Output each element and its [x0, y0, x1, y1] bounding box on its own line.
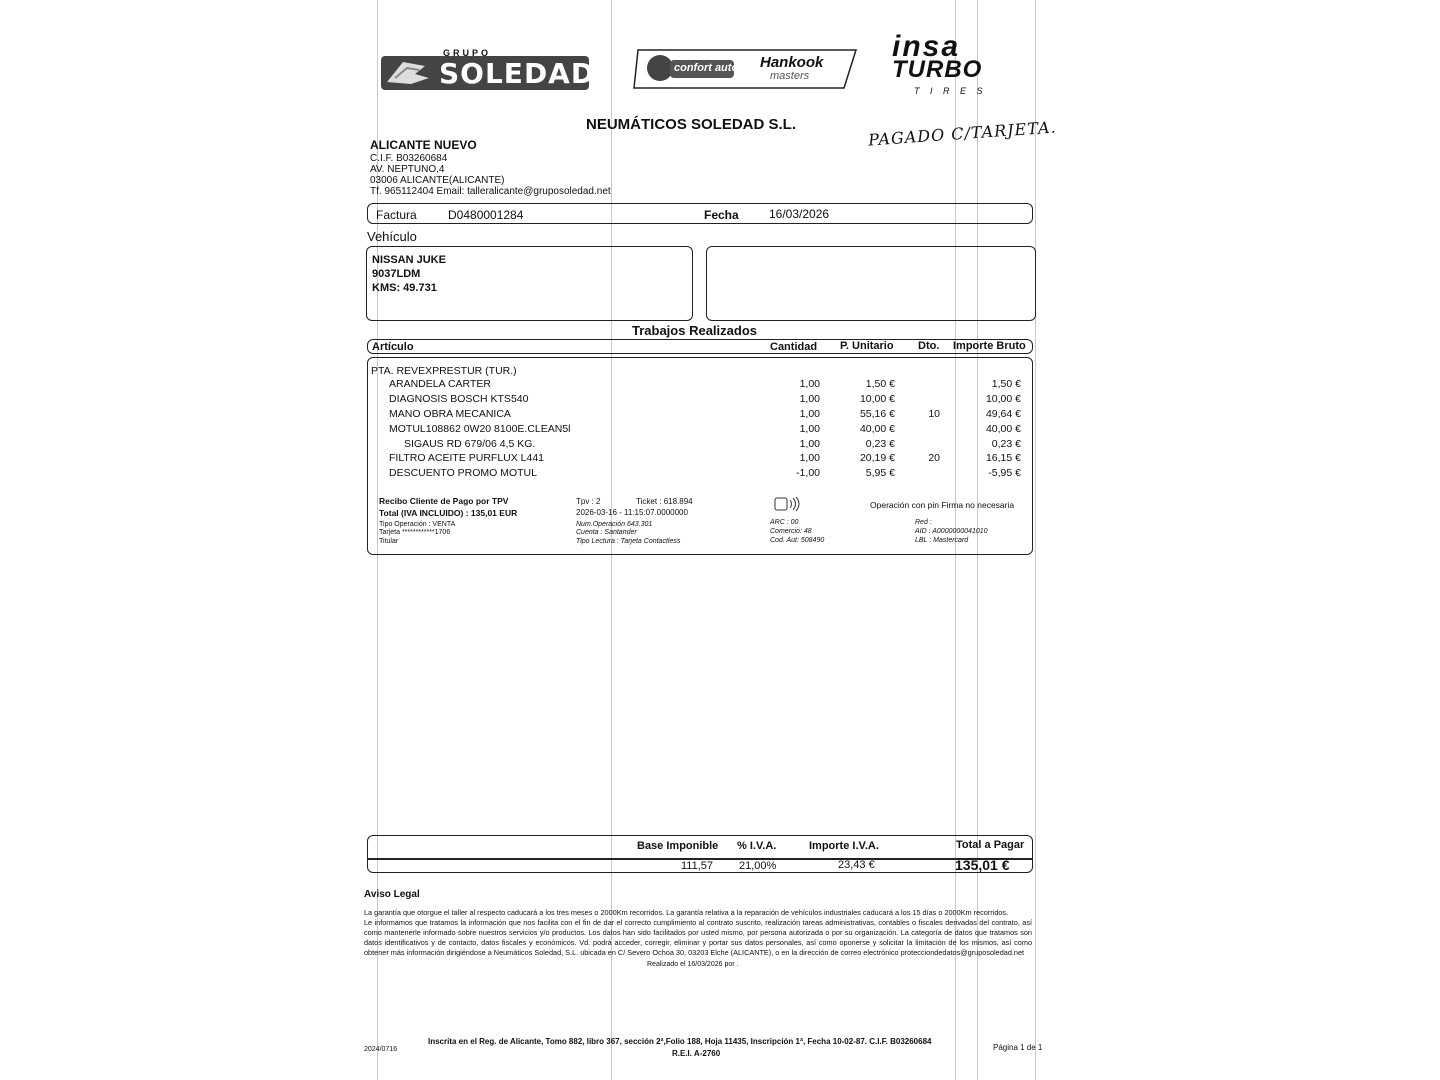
- item-qty: 1,00: [799, 378, 820, 390]
- item-unit: 0,23 €: [865, 438, 895, 450]
- item-total: 16,15 €: [985, 452, 1021, 464]
- table-row: [0, 423, 1440, 438]
- item-total: 10,00 €: [985, 393, 1021, 405]
- confort-hankook-logo: [630, 46, 860, 92]
- total-label: Total a Pagar: [956, 839, 1025, 851]
- branch-address: AV. NEPTUNO,4: [370, 164, 445, 175]
- item-desc: SIGAUS RD 679/06 4,5 KG.: [404, 438, 536, 450]
- insa-turbo-logo: [888, 30, 1018, 100]
- receipt-titular: Titular: [379, 538, 399, 545]
- receipt-comercio: Comercio: 48: [770, 528, 812, 535]
- item-total: 49,64 €: [985, 408, 1021, 420]
- fecha-value: 16/03/2026: [769, 207, 830, 221]
- header-articulo: Artículo: [372, 341, 414, 353]
- receipt-arc: ARC : 00: [770, 519, 799, 526]
- hankook-masters-label: masters: [770, 70, 810, 82]
- item-desc: FILTRO ACEITE PURFLUX L441: [389, 452, 545, 464]
- receipt-aid: AID : A0000000041010: [915, 528, 988, 535]
- item-qty: 1,00: [799, 393, 820, 405]
- item-total: 1,50 €: [991, 378, 1021, 390]
- receipt-ticket: Ticket : 618.894: [636, 497, 693, 506]
- item-desc: DIAGNOSIS BOSCH KTS540: [389, 393, 529, 405]
- item-desc: DESCUENTO PROMO MOTUL: [389, 467, 537, 479]
- footer-page: Página 1 de 1: [993, 1043, 1043, 1052]
- hankook-label: Hankook: [760, 54, 824, 71]
- item-unit: 1,50 €: [865, 378, 895, 390]
- item-qty: 1,00: [799, 423, 820, 435]
- receipt-datetime: 2026-03-16 - 11:15:07.0000000: [576, 508, 688, 517]
- item-dto: 10: [928, 408, 940, 420]
- handwritten-note: PAGADO C/TARJETA.: [867, 117, 1058, 150]
- item-qty: 1,00: [799, 452, 820, 464]
- item-desc: MANO OBRA MECANICA: [389, 408, 511, 420]
- branch-city: 03006 ALICANTE(ALICANTE): [370, 175, 505, 186]
- base-value: 111,57: [681, 860, 714, 872]
- works-group: PTA. REVEXPRESTUR (TUR.): [371, 365, 517, 377]
- header-unitario: P. Unitario: [840, 340, 894, 352]
- legal-text: [364, 908, 1032, 958]
- item-unit: 5,95 €: [865, 467, 895, 479]
- realizado-text: Realizado el 16/03/2026 por .: [647, 961, 739, 968]
- confort-label: confort auto: [674, 62, 739, 74]
- receipt-tipo-op: Tipo Operación : VENTA: [379, 521, 456, 528]
- factura-number: D0480001284: [448, 208, 524, 222]
- receipt-red: Red :: [915, 519, 932, 526]
- receipt-title: Recibo Cliente de Pago por TPV: [379, 496, 509, 506]
- receipt-lectura: Tipo Lectura : Tarjeta Contactless: [576, 538, 681, 545]
- footer-rei: R.E.I. A-2760: [672, 1049, 721, 1058]
- receipt-total: Total (IVA INCLUIDO) : 135,01 EUR: [379, 508, 518, 518]
- footer-code: 2024/0716: [364, 1046, 398, 1053]
- header-cantidad: Cantidad: [770, 341, 818, 353]
- branch-name: ALICANTE NUEVO: [370, 138, 477, 152]
- item-qty: -1,00: [796, 467, 820, 479]
- total-value: 135,01 €: [955, 857, 1010, 873]
- receipt-num-op: Num.Operación 643.301: [576, 521, 653, 528]
- receipt-operacion-pin: Operación con pin Firma no necesaria: [870, 500, 1015, 510]
- item-desc: MOTUL108862 0W20 8100E.CLEAN5l: [389, 423, 571, 435]
- table-row: [0, 393, 1440, 408]
- vehicle-model: NISSAN JUKE: [372, 254, 446, 266]
- vehicle-kms: KMS: 49.731: [372, 282, 437, 294]
- item-unit: 40,00 €: [859, 423, 895, 435]
- vehicle-plate: 9037LDM: [372, 268, 421, 280]
- table-row: [0, 452, 1440, 467]
- table-row: [0, 408, 1440, 423]
- legal-paragraph-privacy: Le informamos que tratamos la información que nos facilita con el fin de dar el correcto cumplimiento al contrato suscrito, realización tareas administrativas, contables o fiscales derivadas del contrato, así como mantenerle informado sobre nuestros servicios y/o productos. Los datos han sido facilitados por usted mismo, por persona autorizada o por su organización. La categoría de datos que tratamos son datos identificativos y de contacto, datos fiscales y económicos. Vd. podrá acceder, corregir, eliminar y portar sus datos personales, así como oponerse y solicitar la limitación de los mismos, así como obtener más información dirigiéndose a Neumáticos Soledad, S.L. ubicada en C/ Severo Ochoa 30, 03203 Elche (ALICANTE), o en la dirección de correo electrónico protecciondedatos@gruposoledad.net: [364, 918, 1032, 957]
- branch-contact: Tf. 965112404 Email: talleralicante@gruposoledad.net: [370, 186, 611, 197]
- works-title: Trabajos Realizados: [632, 323, 757, 338]
- receipt-lbl: LBL : Mastercard: [915, 537, 969, 544]
- legal-title: Aviso Legal: [364, 889, 420, 900]
- receipt-tpv: Tpv : 2: [576, 497, 601, 506]
- item-total: 40,00 €: [985, 423, 1021, 435]
- grupo-label: GRUPO: [443, 48, 492, 58]
- receipt-cod-aut: Cod. Aut: 508490: [770, 537, 825, 544]
- table-row: [0, 467, 1440, 482]
- item-total: -5,95 €: [988, 467, 1021, 479]
- table-row: [0, 378, 1440, 393]
- item-dto: 20: [928, 452, 940, 464]
- tires-label: T I R E S: [914, 86, 987, 96]
- grupo-soledad-logo: [381, 48, 596, 92]
- scan-line: [1035, 0, 1036, 1080]
- customer-box: [706, 246, 1036, 321]
- receipt-tarjeta: Tarjeta ************1706: [379, 529, 451, 536]
- iva-value: 21,00%: [739, 860, 777, 872]
- contactless-icon: [774, 496, 802, 512]
- soledad-label: SOLEDAD: [439, 57, 596, 90]
- iva-label: % I.V.A.: [737, 840, 777, 852]
- factura-label: Factura: [376, 208, 417, 222]
- item-unit: 20,19 €: [859, 452, 895, 464]
- header-dto: Dto.: [918, 340, 940, 352]
- insa-label: insa: [892, 30, 961, 63]
- importe-iva-value: 23,43 €: [838, 859, 875, 871]
- item-desc: ARANDELA CARTER: [389, 378, 491, 390]
- fecha-label: Fecha: [704, 208, 739, 222]
- importe-iva-label: Importe I.V.A.: [809, 840, 879, 852]
- base-label: Base Imponible: [637, 840, 719, 852]
- branch-cif: C.I.F. B03260684: [370, 153, 448, 164]
- item-qty: 1,00: [799, 438, 820, 450]
- item-unit: 55,16 €: [859, 408, 895, 420]
- header-importe: Importe Bruto: [953, 340, 1026, 352]
- item-qty: 1,00: [799, 408, 820, 420]
- table-row: [0, 438, 1440, 453]
- item-unit: 10,00 €: [859, 393, 895, 405]
- item-total: 0,23 €: [991, 438, 1021, 450]
- legal-paragraph-warranty: La garantía que otorgue el taller al respecto caducará a los tres meses o 2000Km recorridos. La garantía relativa a la reparación de vehículos industriales caducará a los 15 días o 2000Km recorridos.: [364, 908, 1009, 917]
- turbo-label: TURBO: [892, 56, 983, 83]
- company-name: NEUMÁTICOS SOLEDAD S.L.: [586, 116, 797, 133]
- vehicle-section-label: Vehículo: [367, 229, 417, 244]
- footer-registry: Inscrita en el Reg. de Alicante, Tomo 882, libro 367, sección 2ª,Folio 188, Hoja 11435, Inscripción 1ª, Fecha 10-02-87. C.I.F. B03260684: [428, 1037, 932, 1046]
- receipt-cuenta: Cuenta : Santander: [576, 529, 637, 536]
